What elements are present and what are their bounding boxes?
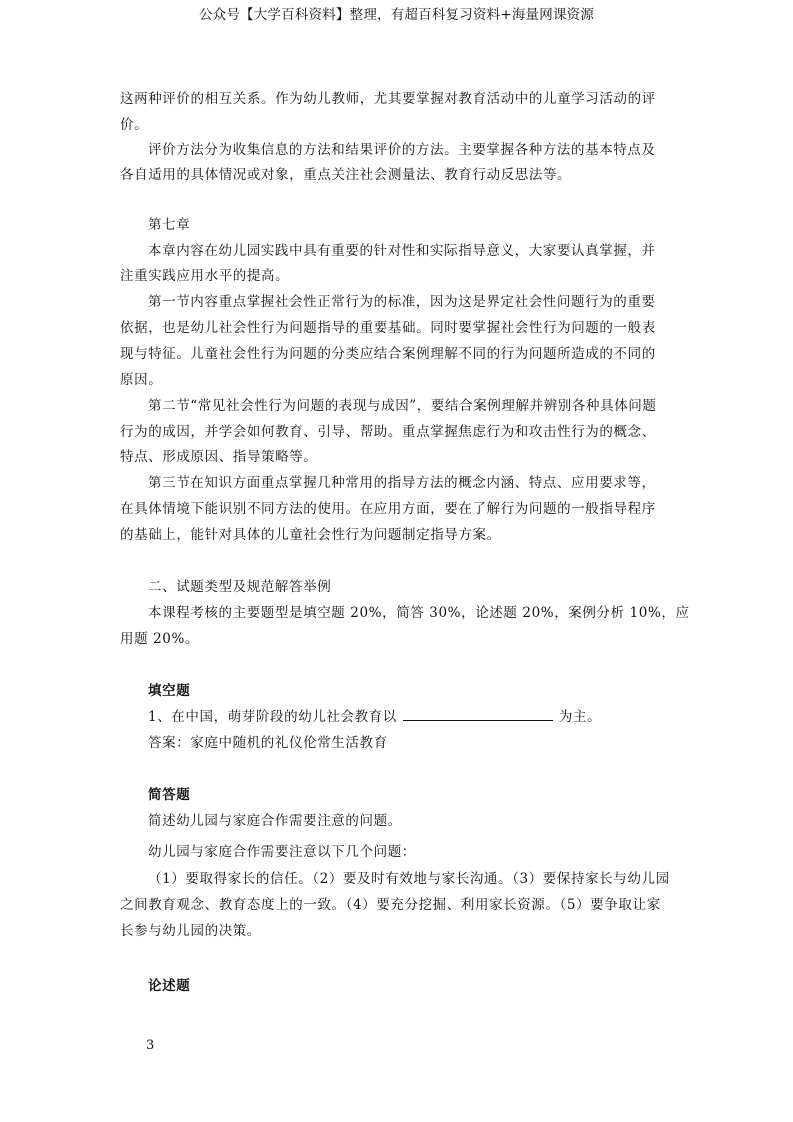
paragraph-line: 长参与幼儿园的决策。 xyxy=(120,923,261,939)
section-heading: 二、试题类型及规范解答举例 xyxy=(148,579,332,595)
essay-heading: 论述题 xyxy=(148,978,191,994)
paragraph-line: 行为的成因，并学会如何教育、引导、帮助。重点掌握焦虑行为和攻击性行为的概念、 xyxy=(120,424,656,440)
paragraph-line: 依据，也是幼儿社会性行为问题指导的重要基础。同时要掌握社会性行为问题的一般表 xyxy=(120,320,656,336)
paragraph-line: 各自适用的具体情况或对象，重点关注社会测量法、教育行动反思法等。 xyxy=(120,167,572,183)
paragraph-line: 原因。 xyxy=(120,372,163,388)
page-number: 3 xyxy=(146,1038,155,1053)
paragraph-line: 之间教育观念、教育态度上的一致。（4）要充分挖掘、利用家长资源。（5）要争取让家 xyxy=(120,897,661,913)
paragraph-line: 价。 xyxy=(120,117,149,133)
paragraph-line: 幼儿园与家庭合作需要注意以下几个问题： xyxy=(148,844,416,860)
paragraph-line: 用题 20%。 xyxy=(120,631,199,647)
fill-blank-question xyxy=(148,708,601,726)
chapter-heading: 第七章 xyxy=(148,217,191,233)
paragraph-line: 的基础上，能针对具体的儿童社会性行为问题制定指导方案。 xyxy=(120,527,501,543)
answer-blank xyxy=(403,708,553,721)
paragraph-line: 在具体情境下能识别不同方法的使用。在应用方面，要在了解行为问题的一般指导程序 xyxy=(120,501,656,517)
question-text: 1、在中国，萌芽阶段的幼儿社会教育以 xyxy=(148,709,397,725)
short-answer-heading: 简答题 xyxy=(148,787,191,803)
paragraph-line: 现与特征。儿童社会性行为问题的分类应结合案例理解不同的行为问题所造成的不同的 xyxy=(120,346,656,362)
page-header: 公众号【大学百科资料】整理，有超百科复习资料+海量网课资源 xyxy=(198,7,595,23)
paragraph-line: 本课程考核的主要题型是填空题 20%，简答 30%，论述题 20%，案例分析 10%，应 xyxy=(148,605,690,621)
question-suffix: 为主。 xyxy=(558,709,602,725)
paragraph-line: 本章内容在幼儿园实践中具有重要的针对性和实际指导意义，大家要认真掌握，并 xyxy=(148,243,656,259)
paragraph-line: 第二节“常见社会性行为问题的表现与成因”，要结合案例理解并辨别各种具体问题 xyxy=(148,398,657,414)
paragraph-line: 这两种评价的相互关系。作为幼儿教师，尤其要掌握对教育活动中的儿童学习活动的评 xyxy=(120,91,656,107)
paragraph-line: 第一节内容重点掌握社会性正常行为的标准，因为这是界定社会性问题行为的重要 xyxy=(148,294,656,310)
paragraph-line: 评价方法分为收集信息的方法和结果评价的方法。主要掌握各种方法的基本特点及 xyxy=(148,142,656,158)
answer-line: 答案：家庭中随机的礼仪伦常生活教育 xyxy=(148,735,388,751)
paragraph-line: 简述幼儿园与家庭合作需要注意的问题。 xyxy=(148,813,402,829)
paragraph-line: 特点、形成原因、指导策略等。 xyxy=(120,449,318,465)
paragraph-line: 注重实践应用水平的提高。 xyxy=(120,268,290,284)
paragraph-line: （1）要取得家长的信任。（2）要及时有效地与家长沟通。（3）要保持家长与幼儿园 xyxy=(148,871,670,887)
paragraph-line: 第三节在知识方面重点掌握几种常用的指导方法的概念内涵、特点、应用要求等， xyxy=(148,475,656,491)
fill-blank-heading: 填空题 xyxy=(148,683,191,699)
